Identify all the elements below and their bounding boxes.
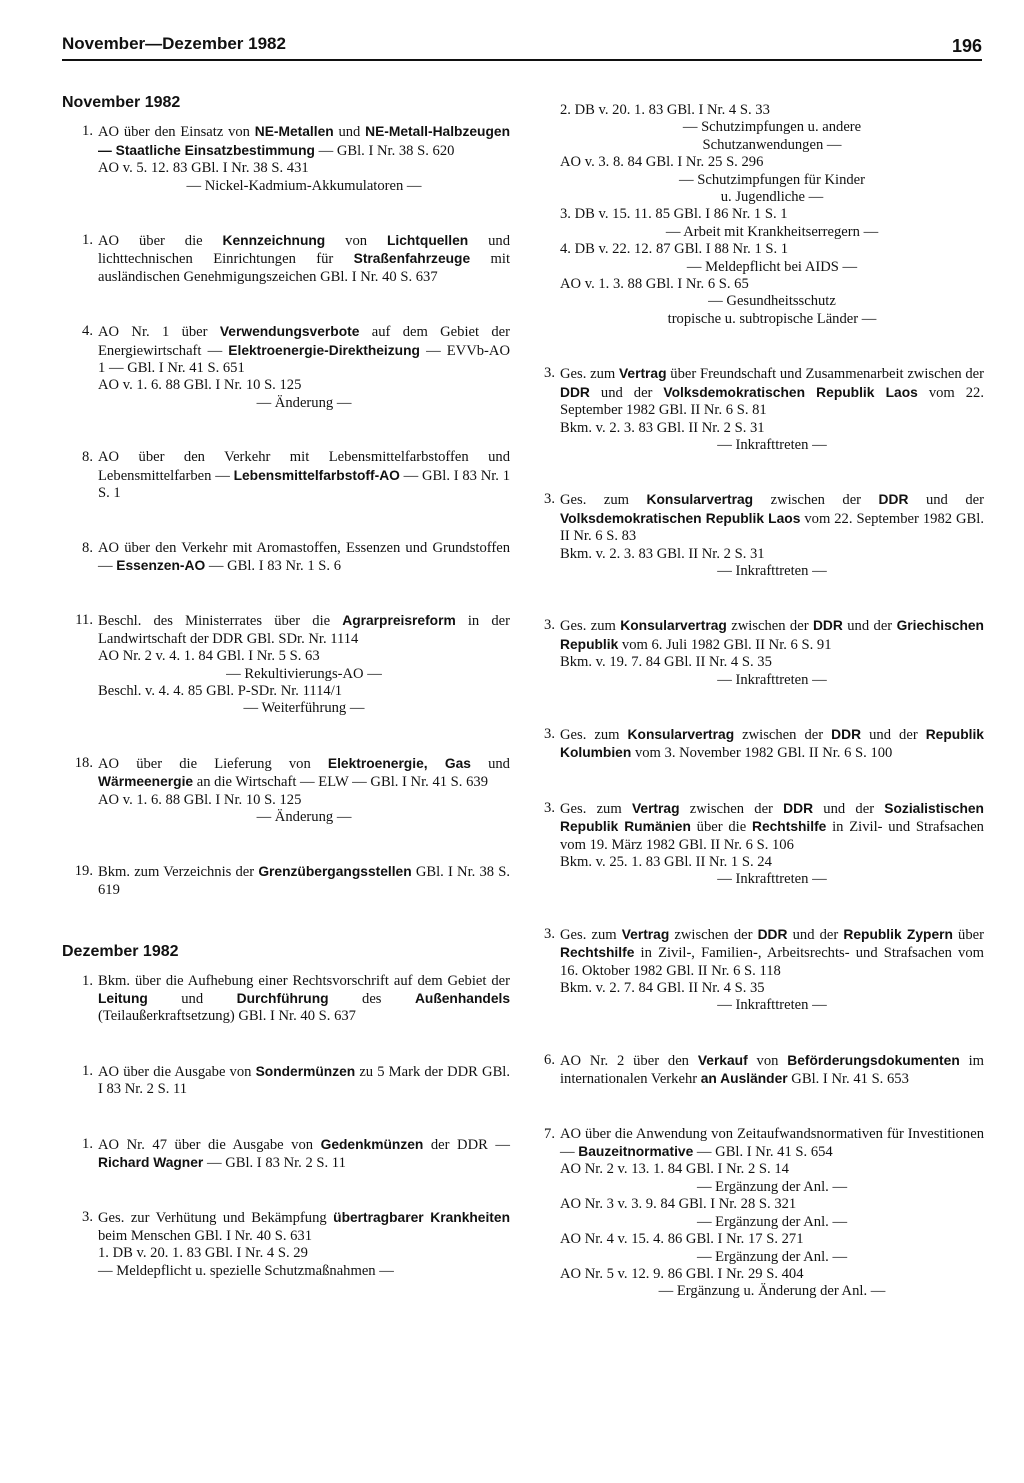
entry-text: AO Nr. 47 über die Ausgabe von — [98, 1136, 321, 1153]
keyword-bold: Volksdemokratischen Republik Laos — [560, 510, 801, 526]
entry-day: 7. — [544, 1125, 555, 1142]
list-item — [62, 123, 510, 195]
amendment-line: AO Nr. 4 v. 15. 4. 86 GBl. I Nr. 17 S. 271 — [560, 1231, 804, 1248]
amendment-line: AO Nr. 3 v. 3. 9. 84 GBl. I Nr. 28 S. 321 — [560, 1196, 797, 1213]
entry-title — [98, 755, 510, 792]
entry-body — [98, 1136, 510, 1173]
keyword-bold: DDR — [831, 726, 862, 742]
entry-day: 8. — [82, 449, 93, 466]
entry-title — [98, 973, 510, 1026]
entry-title — [560, 491, 984, 545]
entry-text: — GBl. I 83 Nr. 2 S. 11 — [203, 1155, 346, 1172]
entry-text: Ges. zum — [560, 726, 628, 743]
entry-text: AO über die Lieferung von — [98, 755, 328, 772]
entry-text: und der — [589, 384, 664, 401]
keyword-bold: Konsularvertrag — [620, 618, 727, 634]
entry-text: — GBl. I Nr. 41 S. 654 — [693, 1144, 833, 1161]
keyword-bold: Konsularvertrag — [627, 726, 735, 742]
entry-text: auf dem Gebiet der Energiewirtschaft — — [98, 324, 510, 359]
entry-day: 1. — [82, 123, 93, 140]
amendment-line: — Ergänzung der Anl. — — [696, 1178, 848, 1195]
entry-text: des — [328, 991, 415, 1007]
keyword-bold: DDR — [878, 492, 909, 508]
entry-text: und — [147, 991, 237, 1007]
entry-text: und der — [787, 926, 844, 943]
list-item — [62, 1136, 510, 1173]
entry-title — [98, 449, 510, 502]
entry-text: AO über den Einsatz von — [98, 124, 255, 141]
keyword-bold: Beförderungsdokumenten — [787, 1052, 960, 1068]
entry-title — [560, 726, 984, 763]
list-item — [62, 755, 510, 827]
list-item — [62, 232, 510, 286]
keyword-bold: Bauzeitnormative — [578, 1144, 694, 1160]
entry-title — [98, 1209, 510, 1245]
entry-text: der DDR — — [423, 1136, 510, 1153]
entry-day: 3. — [544, 725, 555, 742]
list-item — [524, 726, 984, 763]
amendment-line: — Inkrafttreten — — [717, 997, 827, 1014]
list-item — [62, 1209, 510, 1280]
keyword-bold: übertragbarer Krankheiten — [333, 1210, 511, 1226]
entry-text: an die Wirtschaft — ELW — GBl. I Nr. 41 S. 639 — [193, 774, 488, 791]
continuation-block — [524, 102, 984, 328]
keyword-bold: Lichtquellen — [386, 233, 469, 249]
amendment-line: Bkm. v. 2. 3. 83 GBl. II Nr. 2 S. 31 — [560, 419, 765, 436]
entry-title — [98, 123, 510, 160]
amendment-line: 2. DB v. 20. 1. 83 GBl. I Nr. 4 S. 33 — [560, 102, 770, 118]
amendment-line: 4. DB v. 22. 12. 87 GBl. I 88 Nr. 1 S. 1 — [560, 241, 789, 258]
entry-title — [560, 800, 984, 854]
entry-day: 1. — [82, 972, 93, 989]
amendment-line: — Nickel-Kadmium-Akkumulatoren — — [186, 177, 422, 194]
amendment-line: AO v. 1. 6. 88 GBl. I Nr. 10 S. 125 — [98, 791, 302, 808]
entry-text: in der Landwirtschaft der DDR GBl. SDr. Nr. 1114 — [98, 613, 510, 647]
entry-text: GBl. I Nr. 38 S. 619 — [98, 864, 510, 898]
entry-text: GBl. I Nr. 41 S. 653 — [787, 1071, 909, 1088]
entry-text: — GBl. I 83 Nr. 1 S. 1 — [98, 467, 510, 502]
entry-text: AO Nr. 2 über den — [560, 1052, 698, 1069]
amendment-line: AO Nr. 2 v. 13. 1. 84 GBl. I Nr. 2 S. 14 — [560, 1161, 789, 1178]
entry-text: AO über die — [98, 233, 223, 250]
entry-day: 18. — [74, 754, 93, 771]
entry-text: AO über den Verkehr mit Lebensmittelfarbstoffen und Lebensmittelfarben — — [98, 449, 510, 484]
keyword-bold: Grenzübergangsstellen — [258, 864, 412, 880]
entry-body — [98, 612, 510, 717]
entry-day: 11. — [75, 612, 93, 629]
entry-body — [560, 726, 984, 763]
list-item — [62, 323, 510, 412]
keyword-bold: Durchführung — [236, 991, 329, 1006]
entry-body — [560, 491, 984, 580]
entry-text: und — [470, 755, 510, 772]
entry-body — [560, 1126, 984, 1301]
entry-day: 1. — [82, 1135, 93, 1152]
entry-title — [560, 926, 984, 980]
entry-title — [98, 232, 510, 286]
amendment-line: — Rekultivierungs-AO — — [226, 665, 382, 682]
amendment-line: AO v. 5. 12. 83 GBl. I Nr. 38 S. 431 — [98, 160, 309, 177]
amendment-line: — Meldepflicht bei AIDS — — [686, 258, 858, 275]
keyword-bold: Sondermünzen — [255, 1063, 356, 1079]
entry-body — [98, 1209, 510, 1280]
entry-text: von — [747, 1052, 788, 1069]
amendment-line: — Ergänzung u. Änderung der Anl. — — [658, 1283, 886, 1300]
amendment-line: tropische u. subtropische Länder — — [667, 310, 877, 327]
entry-text: und — [333, 124, 366, 141]
amendment-line: — Gesundheitsschutz — [708, 293, 836, 310]
keyword-bold: DDR — [560, 384, 590, 400]
entry-text: zwischen der — [753, 492, 879, 509]
entry-text: über Freundschaft und Zusammenarbeit zwischen der — [666, 366, 984, 383]
keyword-bold: NE-Metall-Halbzeugen — Staatliche Einsatzbestimmung — [98, 124, 511, 158]
entry-body — [98, 973, 510, 1026]
entry-day-empty — [524, 102, 560, 328]
amendment-line: — Inkrafttreten — — [717, 871, 827, 888]
entry-text: AO über den Verkehr mit Aromastoffen, Essenzen und Grundstoffen — — [98, 539, 510, 574]
entry-text: — EVVb-AO 1 — GBl. I Nr. 41 S. 651 — [98, 342, 510, 377]
list-item — [62, 1063, 510, 1099]
entry-body — [560, 800, 984, 889]
keyword-bold: NE-Metallen — [254, 124, 334, 140]
entry-body — [98, 1063, 510, 1099]
entry-text: Bkm. zum Verzeichnis der — [98, 864, 259, 881]
entry-text: mit ausländischen Genehmigungszeichen GBl. I Nr. 40 S. 637 — [98, 251, 510, 285]
entry-text: und der — [861, 726, 926, 743]
keyword-bold: Rechtshilfe — [751, 819, 827, 835]
entry-text: und der — [908, 492, 984, 509]
amendment-line: Schutzanwendungen — — [702, 136, 842, 153]
amendment-line: AO v. 1. 6. 88 GBl. I Nr. 10 S. 125 — [98, 377, 302, 394]
amendment-line: — Arbeit mit Krankheitserregern — — [665, 223, 879, 240]
entry-body — [98, 863, 510, 899]
entry-text: Ges. zum — [560, 492, 647, 509]
list-item — [524, 926, 984, 1015]
keyword-bold: Kennzeichnung — [222, 233, 326, 249]
entry-body — [98, 123, 510, 195]
keyword-bold: Volksdemokratischen Republik Laos — [663, 384, 918, 400]
keyword-bold: Gedenkmünzen — [320, 1136, 424, 1152]
entry-text: von — [325, 233, 387, 250]
keyword-bold: Republik Zypern — [843, 926, 953, 942]
section-heading: November 1982 — [62, 94, 181, 111]
amendment-line: — Ergänzung der Anl. — — [696, 1248, 848, 1265]
entry-text: Ges. zum — [560, 800, 632, 817]
entry-text: AO über die Anwendung von Zeitaufwandsnormativen für Investitionen — — [560, 1125, 984, 1161]
continuation-body — [560, 102, 984, 328]
amendment-line: AO v. 1. 3. 88 GBl. I Nr. 6 S. 65 — [560, 276, 749, 293]
entry-body — [98, 323, 510, 412]
keyword-bold: Elektroenergie, Gas — [327, 755, 471, 771]
entry-text: Ges. zum — [560, 618, 621, 635]
entry-text: über die — [690, 819, 752, 836]
amendment-line: — Schutzimpfungen u. andere — [682, 119, 862, 136]
entry-title — [560, 365, 984, 419]
entry-text: in Zivil-, Familien-, Arbeitsrechts- und Strafsachen vom 16. Oktober 1982 GBl. II Nr. 6 S. 118 — [560, 945, 984, 979]
right-column — [524, 102, 984, 1338]
keyword-bold: Straßenfahrzeuge — [353, 251, 471, 267]
amendment-line: AO v. 3. 8. 84 GBl. I Nr. 25 S. 296 — [560, 154, 764, 171]
entry-text: vom 6. Juli 1982 GBl. II Nr. 6 S. 91 — [618, 636, 832, 653]
keyword-bold: Vertrag — [631, 800, 680, 816]
keyword-bold: Rechtshilfe — [560, 945, 635, 961]
list-item — [524, 365, 984, 454]
entry-text: zu 5 Mark der DDR GBl. I 83 Nr. 2 S. 11 — [98, 1063, 511, 1098]
entry-text: Ges. zum — [560, 366, 619, 383]
entry-body — [98, 449, 510, 502]
entry-text: Beschl. des Ministerrates über die — [98, 613, 343, 630]
entry-title — [560, 617, 984, 654]
entry-day: 1. — [82, 232, 93, 249]
amendment-line: 1. DB v. 20. 1. 83 GBl. I Nr. 4 S. 29 — [98, 1245, 308, 1262]
keyword-bold: DDR — [812, 618, 843, 634]
entry-text: vom 3. November 1982 GBl. II Nr. 6 S. 100 — [631, 745, 893, 762]
list-item — [524, 1052, 984, 1089]
amendment-line: AO Nr. 5 v. 12. 9. 86 GBl. I Nr. 29 S. 404 — [560, 1265, 804, 1282]
entry-body — [560, 926, 984, 1015]
list-item — [524, 491, 984, 580]
amendment-line: Beschl. v. 4. 4. 85 GBl. P-SDr. Nr. 1114/1 — [98, 682, 343, 699]
entry-title — [98, 323, 510, 377]
entry-body — [98, 540, 510, 576]
entry-day: 3. — [544, 799, 555, 816]
page-number: 196 — [951, 36, 982, 56]
entry-text: (Teilaußerkraftsetzung) GBl. I Nr. 40 S. 637 — [98, 1008, 356, 1025]
entry-body — [98, 232, 510, 286]
entry-text: zwischen der — [734, 726, 832, 743]
entry-title — [560, 1126, 984, 1162]
keyword-bold: DDR — [783, 800, 814, 816]
keyword-bold: DDR — [757, 926, 788, 942]
entry-text: AO Nr. 1 über — [98, 324, 220, 341]
amendment-line: — Änderung — — [256, 394, 352, 411]
keyword-bold: Konsularvertrag — [646, 492, 754, 508]
amendment-line: Bkm. v. 19. 7. 84 GBl. II Nr. 4 S. 35 — [560, 654, 772, 671]
entry-text: über — [952, 926, 984, 943]
entry-day: 3. — [544, 617, 555, 634]
entry-text: Bkm. über die Aufhebung einer Rechtsvorschrift auf dem Gebiet der — [98, 972, 510, 989]
list-item — [62, 612, 510, 717]
keyword-bold: Richard Wagner — [98, 1155, 204, 1171]
entry-day: 3. — [82, 1209, 93, 1226]
amendment-line: — Inkrafttreten — — [717, 671, 827, 688]
entry-text: AO über die Ausgabe von — [98, 1063, 256, 1080]
list-item — [62, 973, 510, 1026]
entry-day: 3. — [544, 925, 555, 942]
keyword-bold: Wärmeenergie — [98, 774, 194, 790]
amendment-line: — Meldepflicht u. spezielle Schutzmaßnahmen — — [98, 1262, 394, 1279]
keyword-bold: Verkauf — [697, 1052, 748, 1068]
keyword-bold: Griechischen Republik — [560, 618, 984, 652]
entry-day: 3. — [544, 365, 555, 382]
amendment-line: AO Nr. 2 v. 4. 1. 84 GBl. I Nr. 5 S. 63 — [98, 648, 320, 665]
keyword-bold: Lebensmittelfarbstoff-AO — [233, 467, 400, 483]
keyword-bold: Vertrag — [621, 926, 670, 942]
entry-day: 6. — [544, 1051, 555, 1068]
entry-title — [98, 1136, 510, 1173]
amendment-line: — Schutzimpfungen für Kinder — [678, 171, 866, 188]
entry-text: zwischen der — [679, 800, 784, 817]
entry-day: 3. — [544, 491, 555, 508]
amendment-line: — Ergänzung der Anl. — — [696, 1213, 848, 1230]
entry-body — [560, 617, 984, 689]
entry-title — [98, 612, 510, 648]
entry-text: und der — [813, 800, 885, 817]
list-item — [524, 800, 984, 889]
entry-text: Ges. zum — [560, 926, 622, 943]
list-item — [62, 449, 510, 502]
keyword-bold: Sozialistischen Republik Rumänien — [560, 800, 984, 835]
entry-title — [98, 863, 510, 899]
amendment-line: Bkm. v. 2. 7. 84 GBl. II Nr. 4 S. 35 — [560, 980, 765, 997]
amendment-line: — Inkrafttreten — — [717, 562, 827, 579]
entry-day: 4. — [82, 323, 93, 340]
entry-text: vom 22. September 1982 GBl. II Nr. 6 S. 81 — [560, 384, 984, 419]
page-header — [62, 32, 982, 62]
keyword-bold: Verwendungsverbote — [219, 324, 360, 340]
entry-day: 1. — [82, 1062, 93, 1079]
header-rule — [62, 59, 982, 61]
entry-body — [560, 365, 984, 454]
section-heading: Dezember 1982 — [62, 943, 179, 961]
entry-title — [560, 1052, 984, 1089]
entry-body — [98, 755, 510, 827]
entry-text: Ges. zur Verhütung und Bekämpfung — [98, 1210, 334, 1227]
amendment-line: — Inkrafttreten — — [717, 436, 827, 453]
entry-text: beim Menschen GBl. I Nr. 40 S. 631 — [98, 1227, 313, 1244]
entry-title — [98, 540, 510, 576]
amendment-line: Bkm. v. 2. 3. 83 GBl. II Nr. 2 S. 31 — [560, 545, 765, 562]
list-item — [524, 617, 984, 689]
amendment-line: — Änderung — — [256, 808, 352, 825]
list-item — [62, 540, 510, 576]
entry-title — [98, 1063, 510, 1099]
entry-text: und lichttechnischen Einrichtungen für — [98, 233, 510, 268]
entry-text: vom 22. September 1982 GBl. II Nr. 6 S. 83 — [560, 510, 984, 545]
entry-text: in Zivil- und Strafsachen vom 19. März 1982 GBl. II Nr. 6 S. 106 — [560, 819, 984, 853]
entry-text: im internationalen Verkehr — [560, 1052, 984, 1088]
amendment-line: u. Jugendliche — — [720, 189, 824, 206]
running-title: November—Dezember 1982 — [62, 34, 286, 53]
keyword-bold: Republik Kolumbien — [560, 726, 984, 761]
keyword-bold: an Ausländer — [700, 1071, 788, 1087]
entry-day: 19. — [74, 863, 93, 880]
entry-text: zwischen der — [669, 926, 758, 943]
keyword-bold: Leitung — [98, 991, 148, 1006]
amendment-line: 3. DB v. 15. 11. 85 GBl. I 86 Nr. 1 S. 1 — [560, 206, 788, 223]
entry-text: zwischen der — [726, 618, 813, 635]
keyword-bold: Agrarpreisreform — [342, 613, 456, 629]
amendment-line: Bkm. v. 25. 1. 83 GBl. II Nr. 1 S. 24 — [560, 854, 772, 870]
keyword-bold: Vertrag — [618, 366, 667, 382]
list-item — [524, 1126, 984, 1301]
entry-text: — GBl. I Nr. 38 S. 620 — [314, 142, 455, 159]
keyword-bold: Außenhandels — [414, 991, 510, 1006]
list-item — [62, 863, 510, 899]
keyword-bold: Elektroenergie-Direktheizung — [228, 342, 420, 358]
entry-text: — GBl. I 83 Nr. 1 S. 6 — [205, 557, 342, 574]
entry-text: und der — [842, 618, 897, 635]
entry-day: 8. — [82, 539, 93, 556]
entry-body — [560, 1052, 984, 1089]
left-column — [62, 90, 510, 1310]
amendment-line: — Weiterführung — — [243, 700, 365, 717]
keyword-bold: Essenzen-AO — [116, 557, 206, 573]
